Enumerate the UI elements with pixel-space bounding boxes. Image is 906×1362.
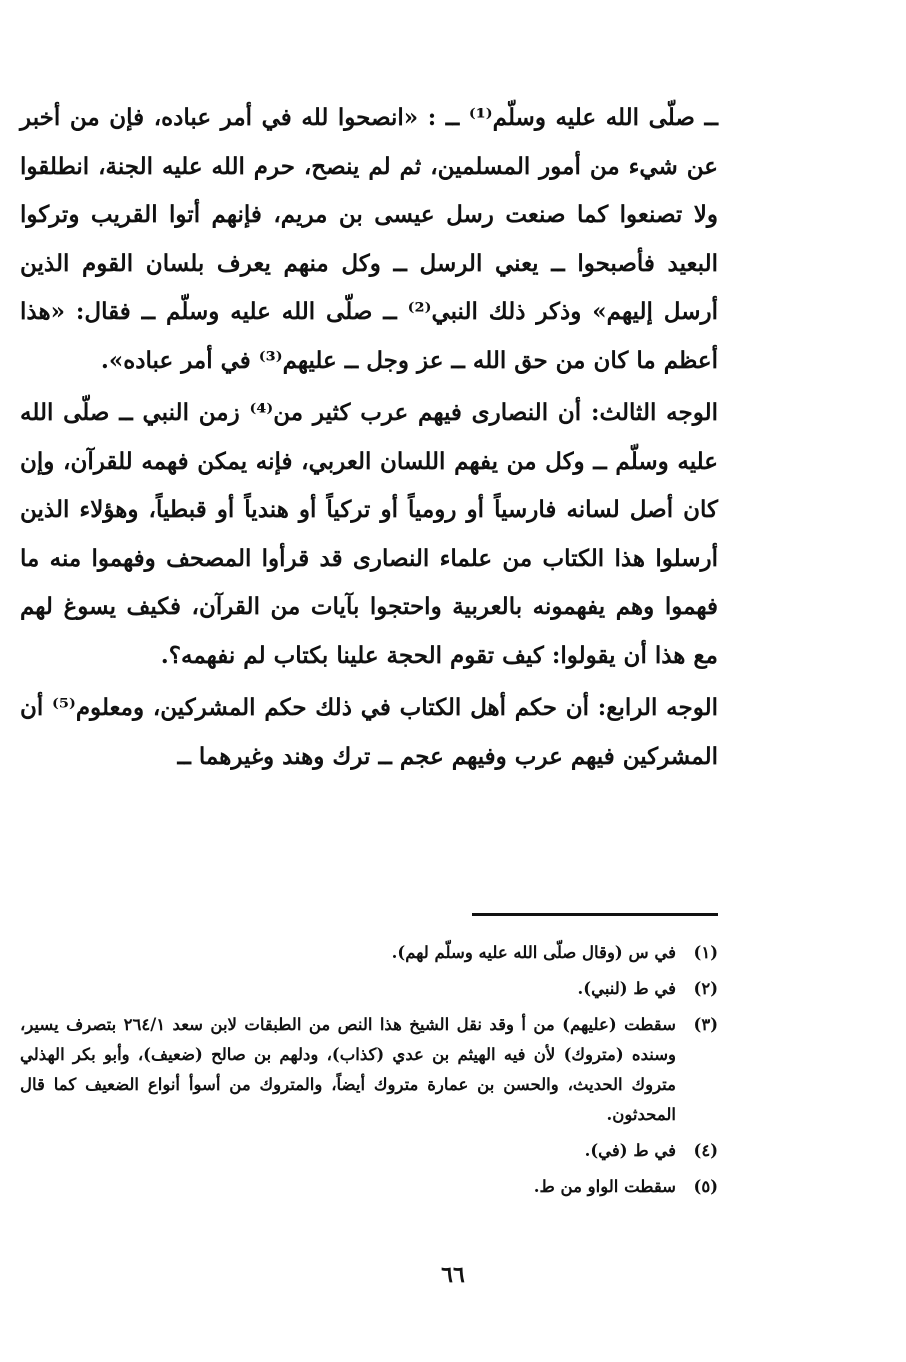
- page-number: ٦٦: [441, 1262, 465, 1288]
- footnote-2: [20, 974, 718, 1004]
- footnote-text: في ط (لنبي).: [577, 979, 676, 998]
- footnote-number: (٥): [693, 1177, 718, 1196]
- footnote-3: [20, 1010, 718, 1130]
- paragraph-3-text: أن حكم أهل الكتاب في ذلك حكم المشركين، ومعلوم⁽⁵⁾ أن المشركين فيهم عرب وفيهم عجم ــ ترك وهند وغيرهما ــ: [20, 694, 718, 770]
- footnote-text: سقطت (عليهم) من أ وقد نقل الشيخ هذا النص من الطبقات لابن سعد ٢٦٤/١ بتصرف يسير، وسنده (متروك) لأن فيه الهيثم بن عدي (كذاب)، ودلهم بن صالح (ضعيف)، وأبو بكر الهذلي متروك الحديث، والحسن بن عمارة متروك أيضاً، والمتروك من أسوأ أنواع الضعيف كما قال المحدثون.: [20, 1015, 676, 1124]
- footnote-number: (٤): [693, 1141, 718, 1160]
- paragraph-2-text: أن النصارى فيهم عرب كثير من⁽⁴⁾ زمن النبي ــ صلّى الله عليه وسلّم ــ وكل من يفهم اللسان العربي، فإنه يمكن فهمه للقرآن، وإن كان أصل لسانه فارسياً أو رومياً أو تركياً أو هندياً أو قبطياً، وهؤلاء الذين أرسلوا هذا الكتاب من علماء النصارى قد قرأوا المصحف وفهموا منه ما فهموا وهم يفهمونه بالعربية واحتجوا بآيات من القرآن، فكيف يسوغ لهم مع هذا أن يقولوا: كيف تقوم الحجة علينا بكتاب لم نفهمه؟.: [20, 399, 718, 669]
- paragraph-3-lead: الوجه الرابع:: [597, 694, 718, 721]
- paragraph-2-lead: الوجه الثالث:: [590, 399, 719, 426]
- footnote-1: [20, 938, 718, 968]
- footnote-5: [20, 1172, 718, 1202]
- footnote-number: (١): [693, 943, 718, 962]
- main-text: [20, 94, 718, 781]
- footnote-text: سقطت الواو من ط.: [533, 1177, 676, 1196]
- footnote-text: في ط (في).: [584, 1141, 676, 1160]
- paragraph-1-text: ــ صلّى الله عليه وسلّم⁽¹⁾ ــ : «انصحوا لله في أمر عباده، فإن من أخبر عن شيء من أمور المسلمين، ثم لم ينصح، حرم الله عليه الجنة، انطلقوا ولا تصنعوا كما صنعت رسل عيسى بن مريم، فإنهم أتوا القريب وتركوا البعيد فأصبحوا ــ يعني الرسل ــ وكل منهم يعرف بلسان القوم الذين أرسل إليهم» وذكر ذلك النبي⁽²⁾ ــ صلّى الله عليه وسلّم ــ فقال: «هذا أعظم ما كان من حق الله ــ عز وجل ــ عليهم⁽³⁾ في أمر عباده».: [20, 104, 718, 374]
- footnote-text: في س (وقال صلّى الله عليه وسلّم لهم).: [391, 943, 676, 962]
- footnotes: [20, 938, 718, 1208]
- footnote-4: [20, 1136, 718, 1166]
- paragraph-3: [20, 684, 718, 781]
- footnote-separator: [472, 913, 718, 916]
- paragraph-1: [20, 94, 718, 385]
- footnote-number: (٢): [693, 979, 718, 998]
- footnote-number: (٣): [693, 1015, 718, 1034]
- paragraph-2: [20, 389, 718, 680]
